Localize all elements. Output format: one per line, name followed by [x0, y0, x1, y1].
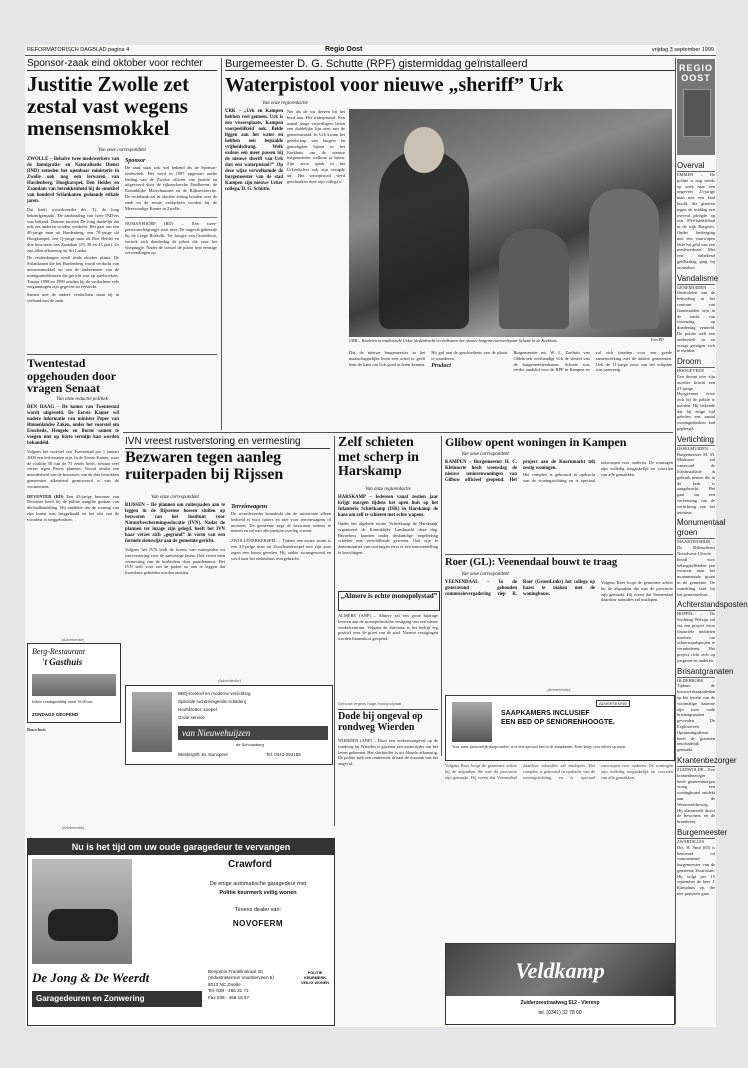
crawford-dealer: Tevens dealer van: — [234, 907, 282, 913]
anderklap-title: Bouwhuis — [27, 727, 46, 732]
nieuwehuijzen-image — [132, 692, 172, 752]
restaurant-image — [32, 674, 116, 696]
urk-byline: Van onze regioredactie — [262, 101, 308, 106]
sidebar-rule — [675, 58, 676, 1024]
harskamp-byline: Van onze regioredactie — [365, 487, 411, 492]
header-right: vrijdag 3 september 1999 — [651, 47, 714, 53]
roer-lead: VEENENDAAL – In de gisteravond gehouden commissievergadering riep R. Roer (GroenLinks) het college op haast te maken met de woningbouw. — [445, 580, 595, 597]
harskamp-headline: Zelf schieten met scherp in Harskamp — [338, 435, 419, 480]
newspaper-page — [25, 45, 748, 1027]
bezwaren-body2: De woordvoerder benadrukt dat de ruiterroute alleen bedoeld is voor ruiters en niet voor terreinwagens of motoren. De gemeente zegt de bezwaren serieus te nemen en zal met alle partijen overleg voeren. — [231, 511, 331, 534]
dode-headline: Dode bij ongeval op rondweg Wierden — [338, 711, 423, 733]
ad-label-1: (Advertentie) — [61, 637, 85, 642]
sidebar-logo-box — [677, 59, 715, 155]
sidebar-droom-body: HOOGEVEEN – Een droom over zijn moeder bracht een 21-jarige Hoogevener ertoe zich bij de politie te melden. Hij bekende dat hij enige tijd geleden een aantal woninginbraken had gepleegd. — [677, 368, 715, 432]
sidebar — [677, 158, 748, 1023]
kampen-head2: EEN BED OP SENIORENHOOGTE. — [501, 719, 615, 726]
sidebar-kranten-body: ZUIDWOLDE – Een krantenbezorger heeft gisterenmorgen vroeg een woningbrand ontdekt aan de Westerveldseweg. Hij alarmeerde direct de bewoners en de brandweer. — [677, 766, 715, 825]
logo-image — [683, 89, 711, 137]
gebouw-body: ALMERE (ANP) – Almere zal een grote bijdrage leveren aan de monopolistische vestiging van een nieuw winkelcentrum. Volgens de directeur is het bedrijf erg positief over de groei van de stad. Nieuwe vestigingen worden binnenkort geopend. — [338, 613, 438, 642]
zwolle-headline: Justitie Zwolle zet zestal vast wegens mensensmokkel — [27, 72, 190, 141]
nieuwehuijzen-brand: van Nieuwehuijzen — [178, 726, 328, 740]
weerdt-sub: Garagedeuren en Zonwering — [32, 991, 202, 1007]
header-center: Regio Oost — [325, 46, 363, 53]
restaurant-title: Berg-Restaurant — [32, 647, 86, 656]
zwolle-brief: NUMANSDORP (RD) – Een twee-persoonsvliegtuigje stort neer. De ongeval gebeurde bij de Leege Roskolk. Ter hoogte van Oosterhout, vertrok zich donderdag de piloot die voor het vliegtuigje. Nader de toestel de piloot liep ernstige verwondingen op. — [125, 217, 217, 256]
veldkamp-sub: Zuiderzeestraatweg 512 - Vierenp — [520, 1000, 600, 1006]
zwolle-kicker: Sponsor-zaak eind oktober voor rechter — [27, 58, 217, 71]
urk-kicker: Burgemeester D. G. Schutte (RPF) gistermiddag geïnstalleerd — [225, 58, 675, 71]
roer-headline: Roer (GL): Veenendaal bouwt te traag — [445, 557, 618, 568]
header-left: REFORMATORISCH DAGBLAD pagina 4 — [27, 47, 130, 53]
nieuwehuijzen-items — [178, 690, 328, 722]
urk-sub: Product — [431, 362, 451, 369]
ad-restaurant[interactable] — [27, 643, 121, 723]
bezwaren-sub: Terreinwagens — [231, 504, 268, 510]
gebouw-quote: „Almere is echte monopolystad” — [340, 592, 438, 600]
dode-body: WIERDEN (ANP) – Door een verkeersongeval op de rondweg bij Wierden is gisteren een motorrijder om het leven gekomen. Het slachtoffer is uit Almelo afkomstig. De politie stelt een onderzoek in naar de oorzaak van het ongeval. — [338, 738, 438, 767]
bezwaren-col2 — [231, 503, 331, 675]
gilbow-headline: Glibow opent woningen in Kampen — [445, 435, 627, 449]
urk-lower-columns — [349, 350, 672, 428]
roer-columns — [445, 580, 673, 685]
crawford-line1: De enige automatische garagedeur met — [209, 881, 307, 887]
bezwaren-headline: Bezwaren tegen aanleg ruiterpaden bij Rijssen — [125, 449, 284, 483]
urk-body2: Dat de nieuwe burgemeester in het maatschappelijke leven zeer actief is, geeft hem de kans om Urk goed te leren kennen. Hij gaf aan de geschiedenis van de plaats te waarderen. — [349, 350, 508, 367]
zwolle-lead: ZWOLLE – Behalve twee medewerkers van de Immigratie- en Naturalisatie Dienst (IND) zetteden het openbaar ministerie in Zwolle ook nog een lerwaren van Hardenberg, Hoogkarspel, Den Helder en Zaandam van betrokkenheid bij de smokkel van honderd Srilankanen gedaonde etikale jaren. — [27, 157, 119, 204]
bezwaren-kicker: IVN vreest rustverstoring en vermesting — [125, 436, 330, 449]
sidebar-droom-title: Droom — [677, 357, 715, 368]
twente-col — [27, 405, 119, 605]
ad-nieuwehuijzen[interactable] — [125, 685, 333, 765]
rule-roer — [445, 554, 673, 555]
zwolle-col2 — [125, 157, 217, 352]
sidebar-brisant-title: Brisantgranaten — [677, 666, 734, 676]
gilbow-body-continued: Het complex is gebouwd in opdracht van de woningstichting en is speciaal ontworpen voor ouderen. De woningen zijn volledig toegankelijk en voorzien van alle gemakken. — [523, 763, 673, 780]
column-rule-2 — [334, 436, 335, 826]
ad-veldkamp[interactable] — [445, 943, 675, 1025]
ad-kampen[interactable] — [445, 695, 675, 761]
ad-label-2: (Advertentie) — [218, 678, 241, 683]
nieuwehuijzen-item: Speciale luchtreinigende schilderij — [178, 699, 246, 704]
gilbow-columns — [445, 460, 673, 550]
nieuwehuijzen-item: BBQ-Koelcel en moderne verlichting — [178, 691, 251, 696]
sidebar-achter-title: Achterstandsposten — [677, 600, 748, 610]
garage-car — [48, 909, 118, 941]
nieuwehuijzen-item: Grote service — [178, 715, 205, 720]
bezwaren-lead: RIJSSEN – De plannen om ruiterpaden aan te leggen in de Rijssense bossen stuiten op bezwaren van het Instituut voor Natuurbeschermingseducatie (IVN). Nadat de plannen ter inzage zijn gelegd, heeft het IVN haar verzet zich „gegrond” in vorm van een formele zienswijze aan de gemeente gericht. — [125, 503, 225, 544]
veldkamp-tel: tel. (0341) 32 78 60 — [538, 1010, 582, 1016]
urk-photo-credit: Foto RD — [651, 338, 664, 342]
roer-body-continued: Volgens Roer loopt de gemeente achter bij de afspraken die met de provincie zijn gemaakt. Hij vreest dat Veenendaal daardoor subsidies zal mislopen. — [445, 763, 586, 780]
sidebar-vandalisme-body: GENEMUIDEN – Onderdelen van de bebording in het centrum van Genemuiden zijn in de nacht van woensdag op donderdag vernield. De politie stelt een onderzoek in en vraagt getuigen zich te melden. — [677, 284, 715, 354]
ad-label-3: (Advertentie) — [547, 687, 571, 692]
twente-brief-title: DEVENTER (RD) — [27, 493, 64, 499]
gilbow-lead: KAMPEN – Burgemeester H. C. Kleinsorte heeft woensdag de nieuwe seniorenwoningen van Gilbow officieel geopend. Het project aan de Koornmarkt telt zestig woningen. — [445, 460, 595, 483]
photo-figure-woman — [589, 189, 659, 329]
ad-garage[interactable] — [27, 838, 335, 1026]
weerdt-brand: De Jong & De Weerdt — [32, 970, 150, 985]
page-header — [25, 45, 716, 56]
restaurant-footer: ZONDAGS GEOPEND — [32, 712, 79, 717]
twente-body: Volgens het voorstel zou Twentestad per 1 januari 2000 een feit moeten zijn. In de Eerste Kamer, waar de coalitie 38 van de 75 zetels heeft, bestaat veel verzet tegen Peters plannen. Vooral omdat een meerderheid van de bewoners van de drie betrokken gemeenten afkeurend geantwoord is van de voornemens. — [27, 449, 119, 489]
zwolle-body4: De zaak staat ook wel bekend als de Sponsor-onderzoek. Het werd in 1997 opgestart onder leiding van de Zwolse officier van justitie en uitgevoerd door de rijksrecherche Eindhoven, de Koninklijke Marechaussee en de Rijksrecherche. De rechtbank zal in oktober zitting houden over de zaak en de eerste verdachten worden bij de Meervoudige Kamer in Zwolle. — [125, 165, 217, 211]
kampen-tag: ADVERTENTIE — [596, 700, 630, 707]
veilig-badge: POLITIE KEURMERK VEILIG WONEN — [300, 971, 330, 985]
gilbow-body: Het complex is gebouwd in opdracht van de woningstichting en is speciaal ontworpen voor ouderen. De woningen zijn volledig toegankelijk en voorzien van alle gemakken. — [523, 460, 673, 483]
kampen-image — [452, 702, 492, 742]
sidebar-burgem-title: Burgemeester — [677, 827, 728, 837]
sidebar-achter-body: HOPPEL – De Stichting Welzijn zal via een project extra financiële middelen inzetten om achterstandsposten te verminderen. Het project richt zich op jongeren en ouderen. — [677, 611, 715, 663]
gebouw-quote-box — [338, 591, 440, 611]
sidebar-overval-body: EMMEN – De politie is nog steeds op zoek naar een ongeveer 25-jarige man met een kaal hoofd, die gisteren tegen de middag een overval pleegde op een SNS-bankfiliaal in de wijk Bargeres. Onder bedreiging met een vuurwapen eiste hij geld van een medewerkster. Met een onbekend geldbedrag ging hij ervandoor. — [677, 172, 715, 270]
weerdt-tel: Tel. 038 - 465 31 71 — [208, 988, 249, 994]
zwolle-byline: Van onze correspondent — [98, 148, 146, 153]
column-rule-3 — [441, 436, 442, 756]
twente-byline: Van onze redactie politiek — [56, 397, 108, 402]
nieuwehuijzen-addr: Westergrift 16, Nunspeet — [178, 752, 228, 757]
nieuwehuijzen-item: Hoofdzetter, koepel — [178, 707, 217, 712]
column-rule — [221, 58, 222, 430]
twente-headline: Twentestad opgehouden door vragen Senaat — [27, 356, 116, 396]
crawford-brand: Crawford — [228, 859, 272, 870]
kampen-body: Voor meer persoonlijk slaapcomfort is er een speciaal bed in de slaapkamer. Kom langs voor advies op maat. — [452, 744, 627, 749]
weerdt-fax: Fax 038 - 466 18 57 — [208, 994, 250, 1000]
urk-caption: URK – Kinderen in traditionele Urker klederdracht verwelkomen het nieuwe burgemeestersechtpaar Schutte in de Kerkhuis. — [349, 338, 558, 343]
sidebar-verlichting-body: IJSSELMUIDEN – Burgemeester M. M. Markusse zal vanavond de lichtinstallatie in gebruik nemen die in de kerk is aangebracht. Het gaat om een verbetering van de verlichting van het interieur. — [677, 445, 715, 515]
sidebar-monument-title: Monumentaal groen — [677, 518, 726, 538]
sidebar-monument-body: MAARTENSDIJK – De Milieudienst Noordwest-Utrecht houdt voor belangstellenden een excursie naar het monumentale groen in de gemeente. De wandeling start bij het gemeentehuis. — [677, 539, 715, 597]
sidebar-vandalisme-title: Vandalisme — [677, 273, 719, 283]
bezwaren-byline: Van onze correspondent — [151, 495, 199, 500]
restaurant-text: Iedere zondagmiddag vanaf 16.00 uur — [32, 699, 93, 704]
gebouw-headline: Gebouw ergens hoge monopolytaat — [338, 701, 402, 706]
mid-rule — [123, 432, 673, 433]
section-rule — [27, 354, 217, 355]
sidebar-logo: REGIO OOST — [678, 63, 713, 83]
rule-dode — [338, 709, 438, 710]
filler-text — [445, 763, 673, 939]
harskamp-body: Onder het algehele motto 'Schietkamp de Harskamp' organiseert de Koninklijke Landmacht deze dag. Bezoekers kunnen onder deskundige begeleiding schieten met verschillende geweren. Ook zijn er demonstraties van voertuigen en is er een tentoonstelling te bezichtigen. — [338, 521, 438, 555]
urk-body: Net als de vis dreven bij het bord aan. Het waterpistool. Een aantal jonge vrijwilligers lieten een duidelijke lijn zien aan de gemeenteraad. In Urk kwam het gezelschap van burgers en genodigden bijeen in het Kerkhuis om de nieuwe burgemeester welkom te heten. Zijn zoon sprak in het Urkerdialect ook zijn vreugde uit. Het waterpistool werd geschonken door zijn collega's. — [287, 109, 345, 184]
nieuwehuijzen-tag: de Schouwborg — [236, 742, 264, 747]
urk-body3: Burgemeester mr. W. L. Zarthuis van Oldebroek overhandigt Urk de sleutel van de burgemeesterskamer. Schutte was eerder raadslid voor de RPF in Kampen en zal zich inzetten voor een goede samenwerking met de andere gemeenten. Ook de 11-jarige zoon van het echtpaar was aanwezig. — [513, 350, 672, 373]
bezwaren-brief: ZWOLLENERKERSPEL – Tijdens een zware storm is een 25-jarige man uit Zwollenerkerspel met zijn auto tegen een boom gereden. Hij raakte zwaargewond en werd naar het ziekenhuis overgebracht. — [231, 538, 331, 561]
veldkamp-brand: Veldkamp — [515, 958, 605, 983]
harskamp-lead: HARSKAMP – Iedereen vanaf zestien jaar krijgt morgen tijdens het open huis op het Infanterie Schietkamp (ISK) in Harskamp de kans om zelf te schieten met echte wapens. — [338, 495, 438, 518]
weerdt-address — [208, 969, 298, 1001]
anderklap-text — [27, 727, 119, 823]
crawford-line2: Politie keurmerk veilig wonen — [219, 890, 297, 896]
sidebar-verlichting-title: Verlichting — [677, 434, 714, 444]
twente-brief: Een 43-jarige bewoner van Deventer heeft bij de politie aangifte gedaan van diefstalhandeling. Hij ontdekte dat de woning van zijn buren was leeggehaald en het slot van de voordeur is weggebroken. — [27, 493, 119, 522]
sidebar-brisant-body: OLDEBROEK – Tijdens de bouwwerkzaamheden op het terrein van de voormalige kazerne zijn twee oude brisantgranaten gevonden. De Explosieven Opruimingsdienst heeft de granaten onschadelijk gemaakt. — [677, 677, 716, 753]
photo-figure-mayor — [379, 149, 469, 329]
zwolle-sub: Sponsor — [125, 158, 146, 164]
ad-label-4: (Advertentie) — [61, 825, 85, 830]
roer-byline: Van onze correspondent — [461, 572, 509, 577]
roer-body: Volgens Roer loopt de gemeente achter bij de afspraken die met de provincie zijn gemaakt. Hij vreest dat Veenendaal daardoor subsidies zal mislopen. — [601, 580, 673, 603]
zwolle-body2: De verdenkingen vindt sinds oktober plaats. De Srilankanen die het Hardenberg wordt verdacht van mensensmokkel en van de ambtenaren van de immigratiediensten die gericht was op asielzoekers. Tussen 1998 en 1999 zouden bij de verdachten vele vergunningen zijn gegeven en verstrekt. — [27, 255, 119, 290]
photo-figure-child — [499, 229, 569, 329]
harskamp-col — [338, 495, 438, 585]
sidebar-overval-title: Overval — [677, 161, 715, 172]
urk-col1 — [225, 109, 283, 349]
nieuwehuijzen-tel: Tel. 0341-252155 — [266, 752, 301, 757]
urk-col2 — [287, 109, 345, 349]
zwolle-col1 — [27, 157, 119, 352]
weerdt-addr3: 8013 NC Zwolle — [208, 981, 241, 987]
novoferm: NOVOFERM — [232, 919, 284, 928]
urk-photo — [349, 109, 672, 337]
sidebar-burgem-body: ZWARTSLUIS – Drs. H. Smit (65) is benoemd tot waarnemend burgemeester van de gemeente Zwartsluis. Hij volgt per 15 september de heer J. Kamphuis op, die met pensioen gaat. — [677, 838, 715, 897]
twente-lead: DEN HAAG – De komst van Twentestad wordt uitgesteld. De Eerste Kamer wil nadere informatie van minister Peper van Binnenlandse Zaken, onder het voorstel om Enschede, Hengelo en Borne samen te voegen niet op korte termijn kan worden behandeld. — [27, 405, 119, 446]
weerdt-addr2: (Industrieterrein Voorsterveen 5) — [208, 975, 274, 981]
gilbow-byline: Van onze correspondent — [461, 452, 509, 457]
photo-face — [404, 127, 444, 173]
zwolle-body1: Dat heeft woordvoerder drs. Tj. de Jong bekendgemaakt. De aanhouding van twee IND'ers was bekend. Daarom moeten De Jong duidelijk dat ook zes anderen worden verdacht. Het gaat om een 40-jarige man uit Hardenberg, een 70-jarige uit Hoogkarspel, een Q-jarige man uit Den Helder en drie bewoners van Zaandam (29, 38 en 43 jaar). Ze zijn allen afkomstig uit Sri Lanka. — [27, 207, 119, 253]
garage-banner: Nu is het tijd om uw oude garagedeur te vervangen — [28, 839, 334, 855]
bezwaren-col1 — [125, 503, 225, 675]
zwolle-body3: Samen met de andere verdachten staan zij in verband met de zaak. — [27, 292, 119, 303]
weerdt-addr1: Benjamin Franklinstraat 20 — [208, 969, 263, 974]
sidebar-kranten-title: Krantenbezorger — [677, 755, 737, 765]
kampen-head1: SAAPKAMERS INCLUSIEF — [501, 710, 590, 717]
bezwaren-body: Volgens het IVN leidt de komst van ruiterpaden tot rustverstoring voor de aanwezige fauna. Ook vreest men vermesting van de bosbodem door paardenmest. Het IVN stelt voor om de paden zo aan te leggen dat kwetsbare gebieden worden ontzien. — [125, 547, 225, 576]
urk-headline: Waterpistool voor nieuwe „sheriff” Urk — [225, 74, 564, 96]
restaurant-sub: 't Gasthuis — [42, 657, 83, 667]
urk-lead: URK – „Urk en Kampen hebben veel gemeen. Urk is een vissersplaats, Kampen voorpeeldkeid ook. Beide liggen aan het water en hebben een bepaalde vrijheidsdrang. Welk exdoos een meer passen bij de nieuwe sheriff van Urk dan een waterpistool?” Op deze wijze verwelkomde de burgemeester van de stad Kampen zijn nieuwe Urker collega, D. G. Schutte. — [225, 109, 283, 192]
